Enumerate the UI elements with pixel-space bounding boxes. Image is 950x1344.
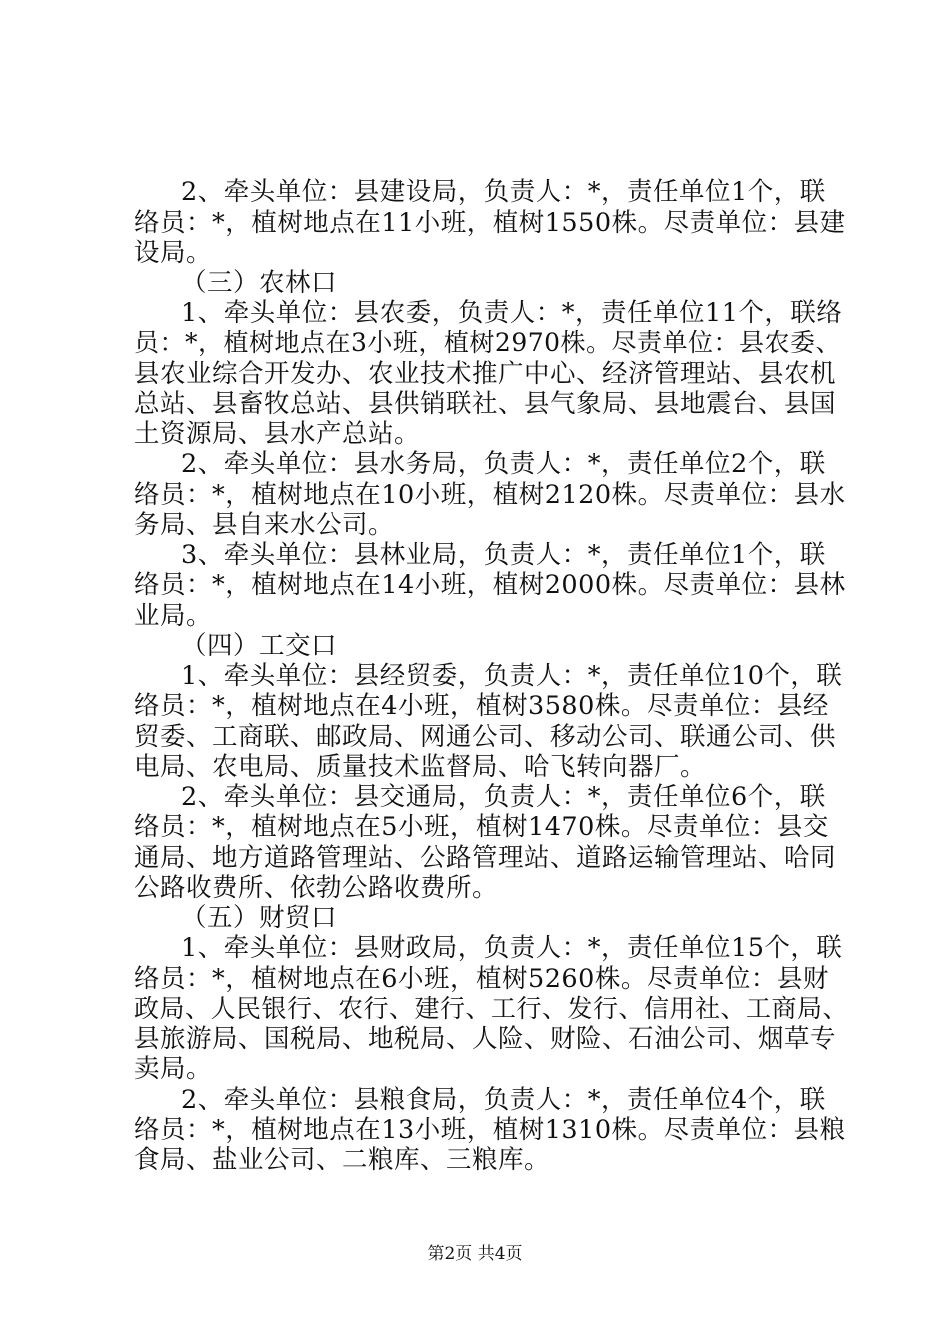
text-line: 络员：*，植树地点在4小班，植树3580株。尽责单位：县经 — [134, 691, 829, 721]
text-line: 卖局。 — [134, 1054, 213, 1084]
text-line: 2、牵头单位：县水务局，负责人：*，责任单位2个，联 — [181, 449, 826, 479]
text-line: 络员：*，植树地点在10小班，植树2120株。尽责单位：县水 — [134, 480, 846, 510]
text-line: 公路收费所、依勃公路收费所。 — [134, 873, 499, 903]
text-line: 土资源局、县水产总站。 — [134, 419, 421, 449]
text-line: 2、牵头单位：县交通局，负责人：*，责任单位6个，联 — [181, 782, 826, 812]
text-line: 络员：*，植树地点在5小班，植树1470株。尽责单位：县交 — [134, 812, 829, 842]
text-line: 电局、农电局、质量技术监督局、哈飞转向器厂。 — [134, 752, 707, 782]
text-line: 络员：*，植树地点在6小班，植树5260株。尽责单位：县财 — [134, 964, 829, 994]
text-line: 1、牵头单位：县农委，负责人：*，责任单位11个，联络 — [181, 298, 843, 328]
text-line: 总站、县畜牧总站、县供销联社、县气象局、县地震台、县国 — [134, 389, 837, 419]
section-heading: （三）农林口 — [181, 268, 338, 298]
text-line: 县旅游局、国税局、地税局、人险、财险、石油公司、烟草专 — [134, 1024, 837, 1054]
text-line: 络员：*，植树地点在14小班，植树2000株。尽责单位：县林 — [134, 570, 846, 600]
text-line: 食局、盐业公司、二粮库、三粮库。 — [134, 1145, 551, 1175]
text-line: 1、牵头单位：县财政局，负责人：*，责任单位15个，联 — [181, 933, 843, 963]
page-number-footer: 第2页 共4页 — [427, 1244, 523, 1264]
text-line: 络员：*，植树地点在13小班，植树1310株。尽责单位：县粮 — [134, 1115, 846, 1145]
text-line: 业局。 — [134, 601, 213, 631]
text-line: 务局、县自来水公司。 — [134, 510, 395, 540]
text-line: 3、牵头单位：县林业局，负责人：*，责任单位1个，联 — [181, 540, 826, 570]
text-line: 设局。 — [134, 238, 213, 268]
text-line: 贸委、工商联、邮政局、网通公司、移动公司、联通公司、供 — [134, 722, 837, 752]
text-line: 政局、人民银行、农行、建行、工行、发行、信用社、工商局、 — [134, 994, 849, 1023]
text-line: 1、牵头单位：县经贸委，负责人：*，责任单位10个，联 — [181, 661, 843, 691]
text-line: 2、牵头单位：县建设局，负责人：*，责任单位1个，联 — [181, 177, 826, 207]
section-heading: （五）财贸口 — [181, 903, 338, 933]
text-line: 员：*，植树地点在3小班，植树2970株。尽责单位：县农委、 — [134, 328, 842, 357]
section-heading: （四）工交口 — [181, 631, 338, 661]
text-line: 通局、地方道路管理站、公路管理站、道路运输管理站、哈同 — [134, 843, 837, 873]
text-line: 县农业综合开发办、农业技术推广中心、经济管理站、县农机 — [134, 359, 837, 389]
text-line: 2、牵头单位：县粮食局，负责人：*，责任单位4个，联 — [181, 1085, 826, 1115]
text-line: 络员：*，植树地点在11小班，植树1550株。尽责单位：县建 — [134, 208, 846, 238]
